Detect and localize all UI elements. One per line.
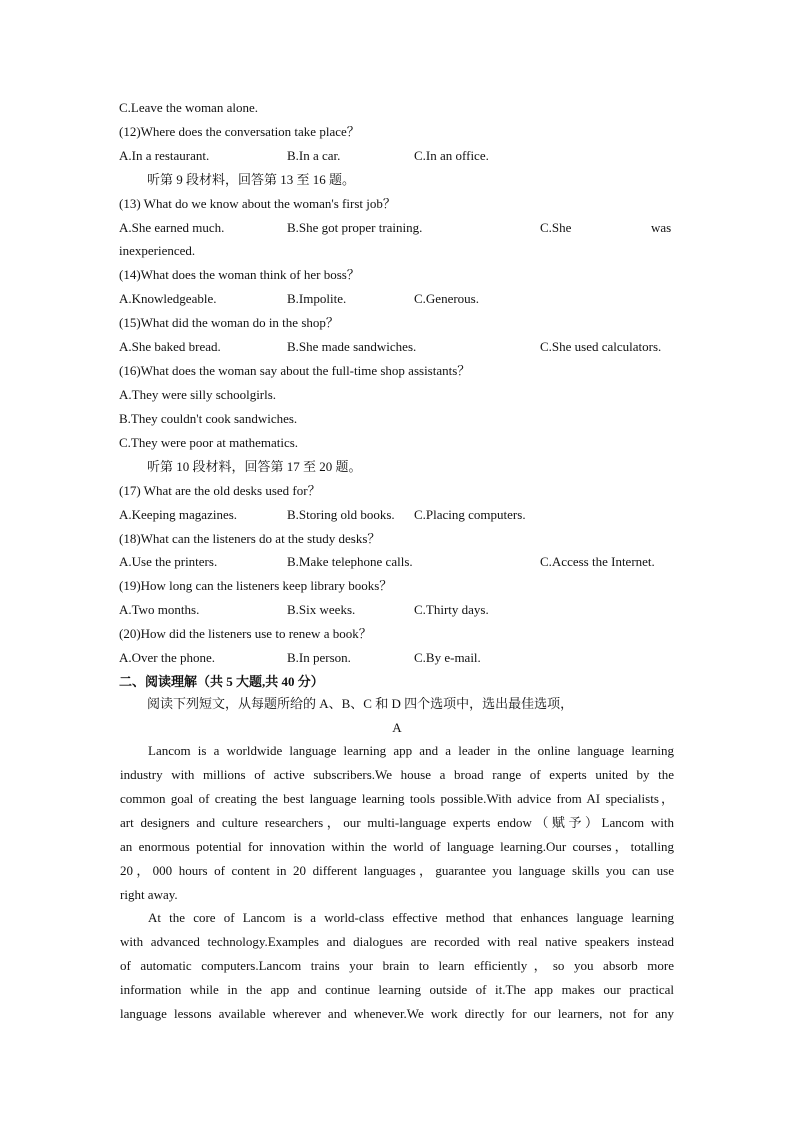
q15-option-a: A.She baked bread. <box>119 339 221 354</box>
paragraph-line: right away. <box>120 887 178 902</box>
q20-option-c: C.By e-mail. <box>414 650 481 665</box>
q13-stem: (13) What do we know about the woman's first job？ <box>119 196 396 211</box>
q17-stem: (17) What are the old desks used for？ <box>119 483 321 498</box>
passage-paragraph-1 <box>120 739 674 907</box>
instruction-section-10: 听第 10 段材料，回答第 17 至 20 题。 <box>147 459 362 474</box>
paragraph-line: of automatic computers.Lancom trains your brain to learn efficiently，so you absorb more <box>120 958 674 973</box>
q20-stem: (20)How did the listeners use to renew a book？ <box>119 626 372 641</box>
q14-option-a: A.Knowledgeable. <box>119 291 217 306</box>
paragraph-line: language lessons available wherever and whenever.We work directly for our learners, not for any <box>120 1006 674 1021</box>
q12-option-b: B.In a car. <box>287 148 341 163</box>
q17-option-c: C.Placing computers. <box>414 507 526 522</box>
q16-option-b: B.They couldn't cook sandwiches. <box>119 411 298 426</box>
q19-option-b: B.Six weeks. <box>287 602 356 617</box>
q13-option-a: A.She earned much. <box>119 220 225 235</box>
q18-option-b: B.Make telephone calls. <box>287 554 413 569</box>
q19-option-c: C.Thirty days. <box>414 602 489 617</box>
q19-stem: (19)How long can the listeners keep library books？ <box>119 578 393 593</box>
paragraph-line: industry with millions of active subscribers.We house a broad range of experts united by the <box>120 767 674 782</box>
instruction-section-9: 听第 9 段材料，回答第 13 至 16 题。 <box>147 172 356 187</box>
paragraph-line: an enormous potential for innovation within the world of language learning.Our courses，totalling <box>120 839 674 854</box>
paragraph-line: with advanced technology.Examples and dialogues are recorded with real native speakers instead <box>120 934 674 949</box>
q14-option-c: C.Generous. <box>414 291 479 306</box>
q15-option-b: B.She made sandwiches. <box>287 339 417 354</box>
q11-option-c: C.Leave the woman alone. <box>119 100 258 115</box>
q13-option-b: B.She got proper training. <box>287 220 423 235</box>
q14-option-b: B.Impolite. <box>287 291 347 306</box>
q12-option-c: C.In an office. <box>414 148 489 163</box>
q16-stem: (16)What does the woman say about the full-time shop assistants？ <box>119 363 471 378</box>
q16-option-a: A.They were silly schoolgirls. <box>119 387 277 402</box>
q15-option-c: C.She used calculators. <box>540 339 662 354</box>
paragraph-line: art designers and culture researchers，our multi-language experts endow（赋予）Lancom with <box>120 815 674 830</box>
passage-paragraph-2 <box>120 906 674 1026</box>
q19-option-a: A.Two months. <box>119 602 200 617</box>
q18-option-a: A.Use the printers. <box>119 554 218 569</box>
section-heading: 二、阅读理解（共 5 大题,共 40 分） <box>119 674 324 689</box>
q12-option-a: A.In a restaurant. <box>119 148 210 163</box>
q12-stem: (12)Where does the conversation take place？ <box>119 124 360 139</box>
paragraph-line: common goal of creating the best language learning tools possible.With advice from AI specialists， <box>120 791 674 806</box>
q13-option-c-cont: was <box>651 220 672 235</box>
q20-option-b: B.In person. <box>287 650 351 665</box>
paragraph-line: Lancom is a worldwide language learning app and a leader in the online language learning <box>148 743 674 758</box>
q20-option-a: A.Over the phone. <box>119 650 216 665</box>
paragraph-line: 20，000 hours of content in 20 different languages，guarantee you language skills you can use <box>120 863 674 878</box>
q17-option-b: B.Storing old books. <box>287 507 395 522</box>
q18-stem: (18)What can the listeners do at the study desks？ <box>119 531 381 546</box>
q16-option-c: C.They were poor at mathematics. <box>119 435 299 450</box>
q14-stem: (14)What does the woman think of her boss？ <box>119 267 360 282</box>
q15-stem: (15)What did the woman do in the shop？ <box>119 315 339 330</box>
q13-option-c-wrap: inexperienced. <box>119 243 196 258</box>
paragraph-line: information while in the app and continue learning outside of it.The app makes our practical <box>120 982 674 997</box>
paragraph-line: At the core of Lancom is a world-class effective method that enhances language learning <box>148 910 674 925</box>
section-instruction: 阅读下列短文，从每题所给的 A、B、C 和 D 四个选项中，选出最佳选项， <box>147 696 574 711</box>
passage-label: A <box>392 720 402 735</box>
q17-option-a: A.Keeping magazines. <box>119 507 238 522</box>
q18-option-c: C.Access the Internet. <box>540 554 655 569</box>
q13-option-c: C.She <box>540 220 572 235</box>
